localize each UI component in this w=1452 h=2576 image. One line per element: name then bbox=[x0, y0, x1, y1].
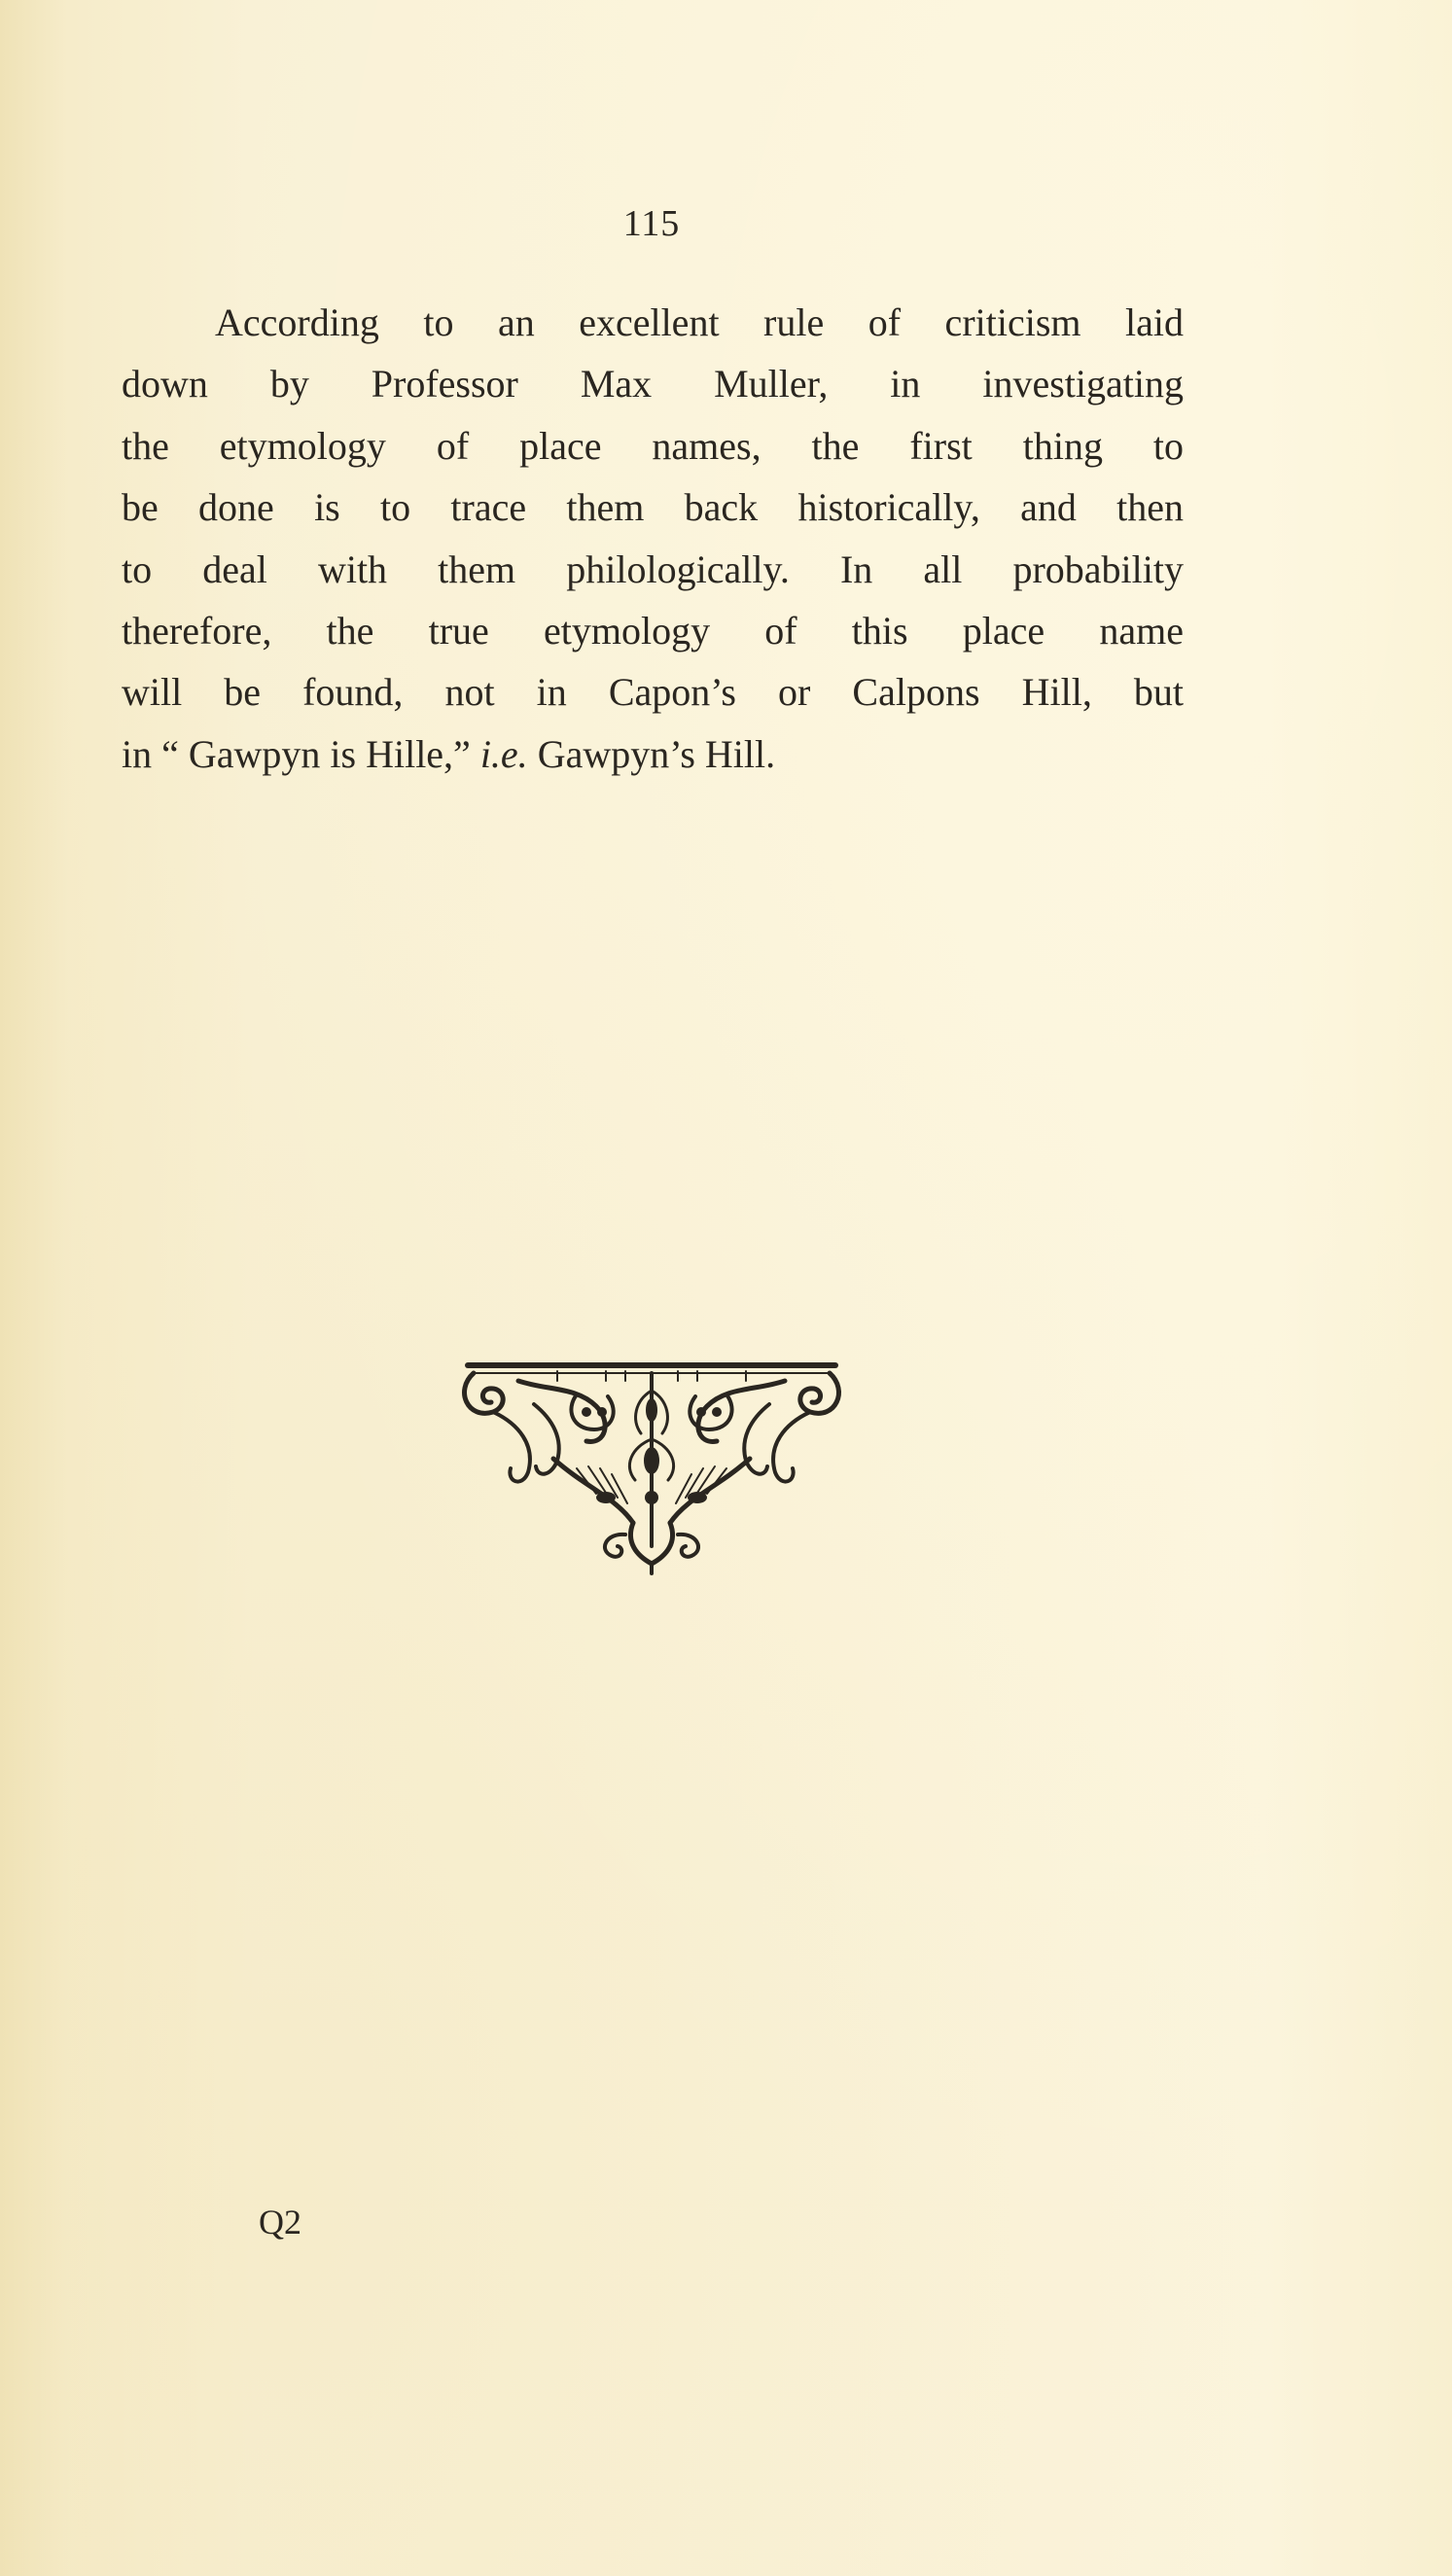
paragraph-line: to deal with them philologically. In all probability bbox=[122, 547, 1184, 591]
paragraph-line: the etymology of place names, the first thing to bbox=[122, 423, 1184, 468]
paragraph-line-last bbox=[122, 723, 1184, 785]
paragraph-line: According to an excellent rule of criticism laid bbox=[215, 300, 1184, 344]
body-paragraph bbox=[122, 292, 1184, 785]
signature-mark: Q2 bbox=[259, 2203, 301, 2241]
italic-abbreviation: i.e. bbox=[479, 731, 528, 776]
paragraph-line: therefore, the true etymology of this place name bbox=[122, 609, 1184, 653]
paragraph-line: will be found, not in Capon’s or Calpons Hill, but bbox=[122, 670, 1184, 715]
last-line-text: in “ Gawpyn is Hille,” bbox=[122, 731, 480, 776]
paragraph-line: down by Professor Max Muller, in investigating bbox=[122, 362, 1184, 406]
decorative-tailpiece-icon bbox=[460, 1352, 843, 1575]
last-line-text-end: Gawpyn’s Hill. bbox=[527, 731, 776, 776]
page-number: 115 bbox=[622, 203, 681, 244]
paragraph-line: be done is to trace them back historically, and then bbox=[122, 485, 1184, 530]
